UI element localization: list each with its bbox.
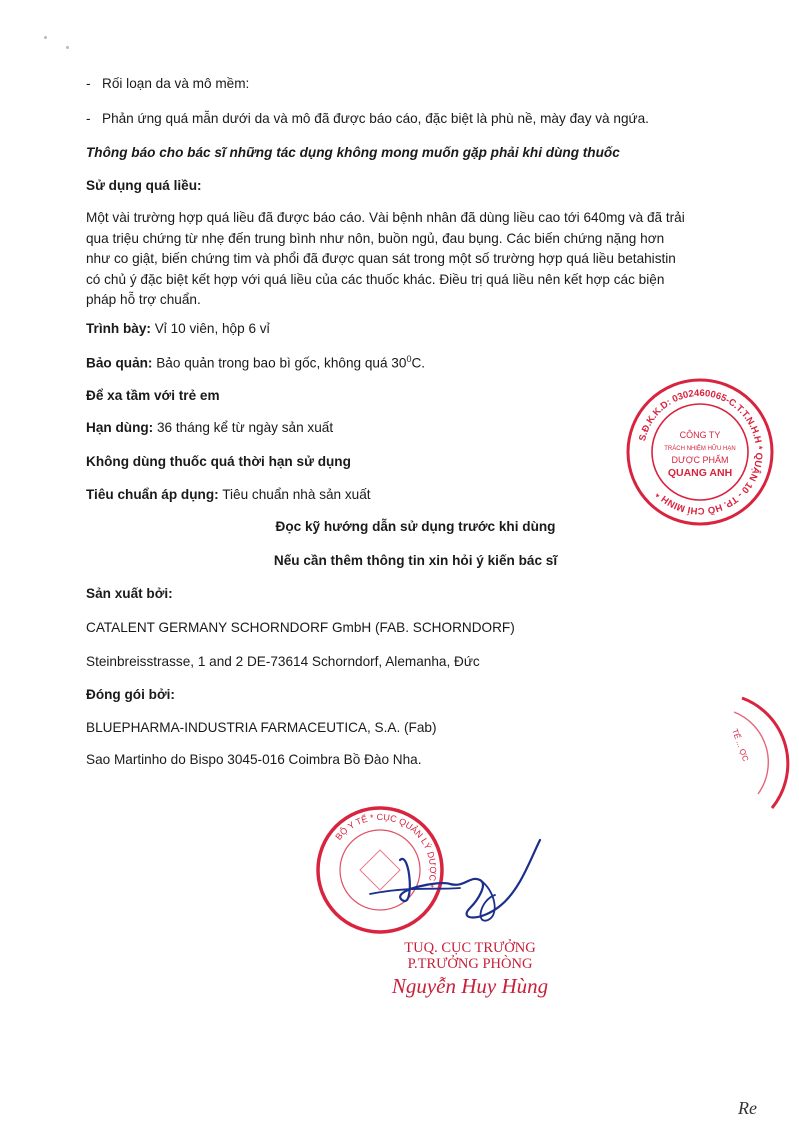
page-initials: Re: [738, 1098, 757, 1118]
edge-stamp-fragment: [712, 690, 799, 820]
read-instructions: Đọc kỹ hướng dẫn sử dụng trước khi dùng: [275, 519, 556, 534]
company-stamp-line3: DƯỢC PHẨM: [671, 455, 729, 465]
company-stamp-line4: QUANG ANH: [667, 467, 733, 479]
company-stamp-line1: CÔNG TY: [679, 430, 721, 440]
signature-scribble: [330, 820, 560, 930]
signature-block: [340, 940, 600, 1000]
no-expired-heading: Không dùng thuốc quá thời hạn sử dụng: [86, 454, 351, 469]
scan-speck: [66, 46, 69, 49]
company-stamp: [620, 372, 780, 532]
overdose-heading: Sử dụng quá liều:: [86, 178, 202, 193]
signature-title: TUQ. CỤC TRƯỞNG: [404, 940, 536, 956]
scan-speck: [44, 36, 47, 39]
signatory-name: Nguyễn Huy Hùng: [391, 974, 549, 998]
manufacturer-heading: Sản xuất bởi:: [86, 586, 173, 601]
signature-subtitle: P.TRƯỞNG PHÒNG: [407, 956, 533, 972]
manufacturer-name: CATALENT GERMANY SCHORNDORF GmbH (FAB. SCHORNDORF): [86, 620, 515, 635]
storage-row: Bảo quản: Bảo quản trong bao bì gốc, không quá $30^0C$.: [86, 354, 426, 371]
agency-stamp-ring-text: BỘ Y TẾ * CỤC QUẢN LÝ DƯỢC *: [333, 811, 439, 889]
expiry-row: Hạn dùng: 36 tháng kể từ ngày sản xuất: [86, 420, 334, 435]
packager-heading: Đóng gói bởi:: [86, 687, 175, 702]
overdose-paragraph: Một vài trường hợp quá liều đã được báo cáo. Vài bệnh nhân đã dùng liều cao tới 640mg và đã trải qua triệu chứng từ nhẹ đến trung bình như nôn, buồn ngủ, đau bụng. Các biến chứng nặng hơn như co giật, biến chứng tim và phổi đã được quan sát trong một số trường hợp quá liều betahistin có chủ ý đặc biệt kết hợp với quá liều của các thuốc khác. Điều trị quá liều nên kết hợp các biện pháp hỗ trợ chuẩn.: [86, 210, 685, 307]
standard-row: Tiêu chuẩn áp dụng: Tiêu chuẩn nhà sản xuất: [86, 487, 371, 502]
packager-address: Sao Martinho do Bispo 3045-016 Coimbra Bồ Đào Nha.: [86, 752, 422, 767]
edge-stamp-text: TẾ ... ỢC: [730, 727, 751, 763]
keep-away-heading: Để xa tầm với trẻ em: [86, 388, 220, 403]
packager-name: BLUEPHARMA-INDUSTRIA FARMACEUTICA, S.A. (Fab): [86, 720, 437, 735]
manufacturer-address: Steinbreisstrasse, 1 and 2 DE-73614 Schorndorf, Alemanha, Đức: [86, 654, 480, 669]
side-effect-item: - Phản ứng quá mẫn dưới da và mô đã được báo cáo, đặc biệt là phù nề, mày đay và ngứa.: [86, 111, 649, 126]
side-effect-item: - Rối loạn da và mô mềm:: [86, 76, 250, 91]
ask-doctor: Nếu cần thêm thông tin xin hỏi ý kiến bác sĩ: [273, 553, 558, 568]
company-stamp-line2: TRÁCH NHIỆM HỮU HẠN: [664, 446, 736, 452]
presentation-row: Trình bày: Vỉ 10 viên, hộp 6 vỉ: [86, 321, 270, 336]
svg-text:S.Đ.K.K.D: 0302460065-C.T.T.N.: [637, 388, 764, 517]
company-stamp-ring-text: S.Đ.K.K.D: 0302460065-C.T.T.N.H.H * QUẬN 10 - TP. HỒ CHÍ MINH *: [637, 387, 765, 517]
notify-doctor-heading: Thông báo cho bác sĩ những tác dụng không mong muốn gặp phải khi dùng thuốc: [86, 145, 620, 160]
